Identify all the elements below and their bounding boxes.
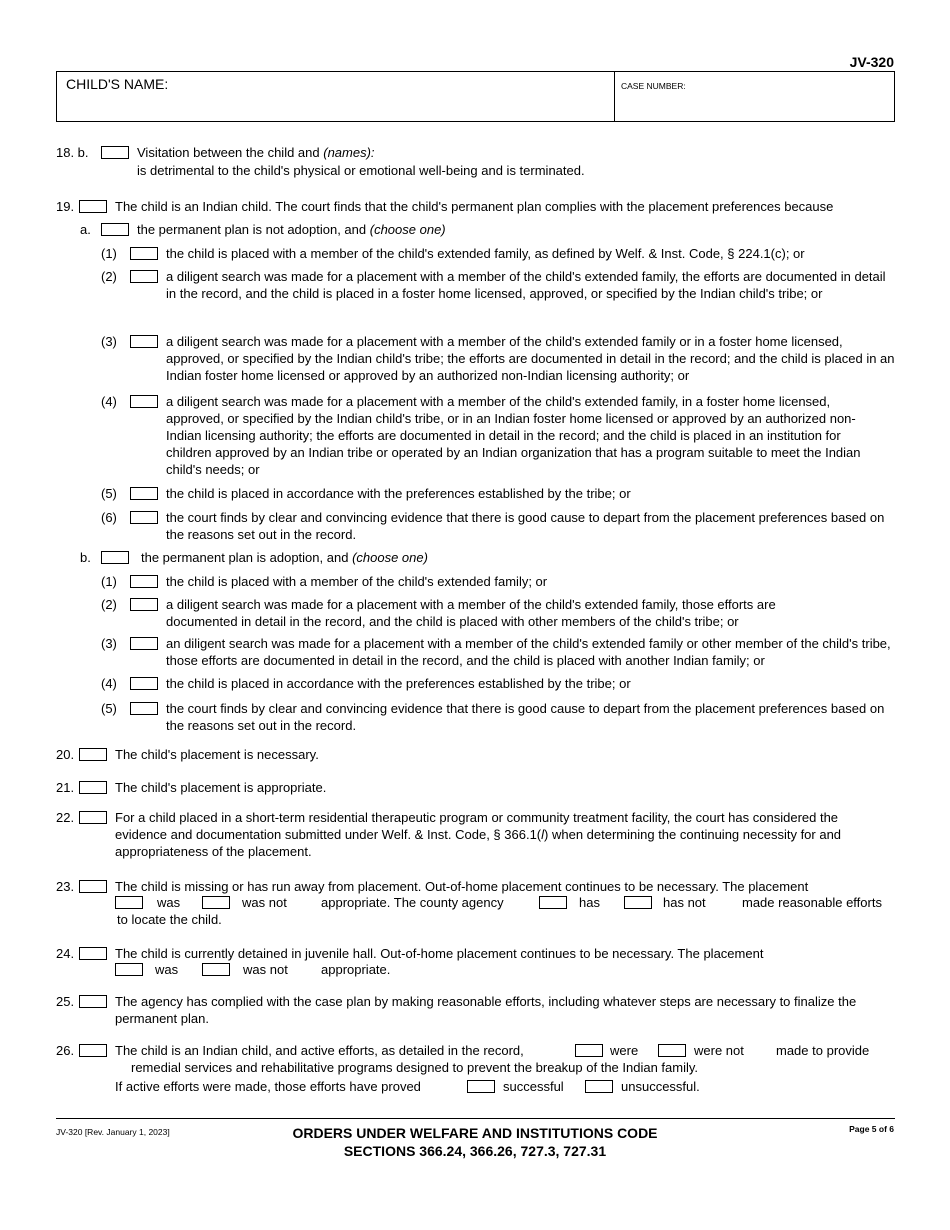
footer-revision: JV-320 [Rev. January 1, 2023] bbox=[56, 1127, 170, 1137]
item-26-line2: remedial services and rehabilitative programs designed to prevent the breakup of the Indian family. bbox=[131, 1060, 699, 1075]
item-19b4-number: (4) bbox=[101, 676, 117, 691]
item-19a2-checkbox[interactable] bbox=[130, 270, 158, 283]
item-19a-label: a. bbox=[80, 222, 91, 237]
item-23-was-checkbox[interactable] bbox=[115, 896, 143, 909]
item-25-text: The agency has complied with the case plan by making reasonable efforts, including whatever steps are necessary to finalize the permanent plan. bbox=[115, 994, 857, 1026]
item-23-has-not-checkbox[interactable] bbox=[624, 896, 652, 909]
item-22-checkbox[interactable] bbox=[79, 811, 107, 824]
header-box bbox=[56, 71, 895, 122]
item-26-were-not-label: were not bbox=[694, 1043, 744, 1058]
item-23-was-label: was bbox=[157, 895, 181, 910]
item-23-has-label: has bbox=[579, 895, 600, 910]
child-name-label: CHILD'S NAME: bbox=[66, 76, 169, 92]
footer-page-number: Page 5 of 6 bbox=[849, 1124, 894, 1134]
item-18b-text bbox=[137, 144, 375, 161]
item-19b3-checkbox[interactable] bbox=[130, 637, 158, 650]
item-19a3-checkbox[interactable] bbox=[130, 335, 158, 348]
item-19a6-number: (6) bbox=[101, 510, 117, 525]
item-20-text: The child's placement is necessary. bbox=[115, 747, 319, 762]
item-19b-checkbox[interactable] bbox=[101, 551, 129, 564]
item-23-has-not-label: has not bbox=[663, 895, 706, 910]
item-19a1-text: the child is placed with a member of the child's extended family, as defined by Welf. & Inst. Code, § 224.1(c); or bbox=[166, 246, 805, 261]
item-19b5-checkbox[interactable] bbox=[130, 702, 158, 715]
item-19b2-number: (2) bbox=[101, 597, 117, 612]
item-24-was-checkbox[interactable] bbox=[115, 963, 143, 976]
item-26-were-not-checkbox[interactable] bbox=[658, 1044, 686, 1057]
item-23-reasonable: made reasonable efforts bbox=[742, 895, 882, 910]
item-19b1-checkbox[interactable] bbox=[130, 575, 158, 588]
item-20-checkbox[interactable] bbox=[79, 748, 107, 761]
item-25-checkbox[interactable] bbox=[79, 995, 107, 1008]
item-24-was-label: was bbox=[155, 962, 179, 977]
item-19b5-number: (5) bbox=[101, 701, 117, 716]
item-18b-checkbox[interactable] bbox=[101, 146, 129, 159]
item-23-checkbox[interactable] bbox=[79, 880, 107, 893]
item-18b-text-a: Visitation between the child and bbox=[137, 145, 320, 160]
case-number-label: CASE NUMBER: bbox=[621, 81, 686, 91]
footer-rule bbox=[56, 1118, 895, 1119]
item-19b-choose: (choose one) bbox=[352, 550, 428, 565]
form-id: JV-320 bbox=[849, 54, 894, 70]
item-24-line1: The child is currently detained in juvenile hall. Out-of-home placement continues to be necessary. The placement bbox=[115, 946, 764, 961]
item-19a6-text: the court finds by clear and convincing evidence that there is good cause to depart from the placement preferences based on the reasons set out in the record. bbox=[166, 510, 885, 542]
item-19b-label: b. bbox=[80, 550, 91, 565]
item-21-number: 21. bbox=[56, 780, 75, 795]
item-19b2-text: a diligent search was made for a placement with a member of the child's extended family, those efforts are documented in detail in the record, and the child is placed with other members of the child's tribe; or bbox=[166, 597, 776, 629]
item-19a5-text: the child is placed in accordance with the preferences established by the tribe; or bbox=[166, 486, 631, 501]
item-26-made: made to provide bbox=[776, 1043, 870, 1058]
item-19a4-text: a diligent search was made for a placement with a member of the child's extended family, in a foster home licensed, approved, or specified by the Indian child's tribe, or in an Indian foster home licensed or approved by an authorized non-Indian licensing authority; the efforts are documented in detail in the record; and the child is placed in an institution for children approved by an Indian tribe or operated by an Indian organization that has a program suitable to meet the Indian child's needs; or bbox=[166, 394, 861, 477]
item-21-checkbox[interactable] bbox=[79, 781, 107, 794]
item-26-checkbox[interactable] bbox=[79, 1044, 107, 1057]
item-19b5-text: the court finds by clear and convincing evidence that there is good cause to depart from the placement preferences based on the reasons set out in the record. bbox=[166, 701, 885, 733]
item-22-number: 22. bbox=[56, 810, 75, 825]
item-19-number: 19. bbox=[56, 199, 75, 214]
item-23-line3: to locate the child. bbox=[117, 912, 222, 927]
item-19a6-checkbox[interactable] bbox=[130, 511, 158, 524]
item-19a2-text: a diligent search was made for a placement with a member of the child's extended family, the efforts are documented in detail in the record, and the child is placed in a foster home licensed, approved, or specified by the Indian child's tribe; or bbox=[166, 269, 886, 301]
item-19a-choose: (choose one) bbox=[369, 222, 446, 237]
item-19a-text bbox=[137, 221, 446, 238]
item-19b4-text: the child is placed in accordance with the preferences established by the tribe; or bbox=[166, 676, 631, 691]
item-19a5-number: (5) bbox=[101, 486, 117, 501]
item-19-checkbox[interactable] bbox=[79, 200, 107, 213]
item-19-text: The child is an Indian child. The court finds that the child's permanent plan complies with the placement preferences because bbox=[115, 199, 834, 214]
item-21-text: The child's placement is appropriate. bbox=[115, 780, 327, 795]
footer-title-line1: ORDERS UNDER WELFARE AND INSTITUTIONS CODE bbox=[292, 1125, 658, 1141]
item-23-was-not-checkbox[interactable] bbox=[202, 896, 230, 909]
item-19b1-text: the child is placed with a member of the child's extended family; or bbox=[166, 574, 548, 589]
item-23-was-not-label: was not bbox=[242, 895, 287, 910]
item-23-appropriate: appropriate. The county agency bbox=[321, 895, 504, 910]
item-26-were-checkbox[interactable] bbox=[575, 1044, 603, 1057]
item-19a3-number: (3) bbox=[101, 334, 117, 349]
item-19b4-checkbox[interactable] bbox=[130, 677, 158, 690]
item-26-number: 26. bbox=[56, 1043, 75, 1058]
item-19b3-number: (3) bbox=[101, 636, 117, 651]
item-19a5-checkbox[interactable] bbox=[130, 487, 158, 500]
item-23-line1: The child is missing or has run away from placement. Out-of-home placement continues to be necessary. The placement bbox=[115, 879, 809, 894]
item-23-has-checkbox[interactable] bbox=[539, 896, 567, 909]
item-24-was-not-label: was not bbox=[243, 962, 288, 977]
item-19a-checkbox[interactable] bbox=[101, 223, 129, 236]
item-18b-number: 18. b. bbox=[56, 145, 89, 160]
item-24-number: 24. bbox=[56, 946, 75, 961]
item-22-text-l: l bbox=[541, 827, 545, 842]
item-20-number: 20. bbox=[56, 747, 75, 762]
item-19a-text-main: the permanent plan is not adoption, and bbox=[137, 222, 367, 237]
item-19b1-number: (1) bbox=[101, 574, 117, 589]
item-26-successful-checkbox[interactable] bbox=[467, 1080, 495, 1093]
item-26-were-label: were bbox=[610, 1043, 639, 1058]
item-19a3-text: a diligent search was made for a placement with a member of the child's extended family or in a foster home licensed, approved, or specified by the Indian child's tribe; the efforts are documented in detail in the record; and the child is placed in an Indian foster home licensed or approved by an authorized non-Indian licensing authority; or bbox=[166, 334, 895, 383]
item-26-successful-label: successful bbox=[503, 1079, 564, 1094]
item-25-number: 25. bbox=[56, 994, 75, 1009]
item-26-unsuccessful-checkbox[interactable] bbox=[585, 1080, 613, 1093]
item-18b-names: (names): bbox=[323, 145, 375, 160]
item-26-line1: The child is an Indian child, and active efforts, as detailed in the record, bbox=[115, 1043, 524, 1058]
item-19a2-number: (2) bbox=[101, 269, 117, 284]
item-19b-text-main: the permanent plan is adoption, and bbox=[141, 550, 349, 565]
item-23-number: 23. bbox=[56, 879, 75, 894]
item-19b2-checkbox[interactable] bbox=[130, 598, 158, 611]
item-24-was-not-checkbox[interactable] bbox=[202, 963, 230, 976]
item-22-text-a: For a child placed in a short-term residential therapeutic program or community treatment facility, the court has considered the evidence and documentation submitted under Welf. & Inst. Code, § 366.1( bbox=[115, 810, 839, 842]
item-22-text-b: ) when determining the continuing necessity for and appropriateness of the placement. bbox=[115, 827, 842, 859]
item-26-line3: If active efforts were made, those efforts have proved bbox=[115, 1079, 421, 1094]
item-22-text bbox=[115, 809, 885, 860]
item-24-appropriate: appropriate. bbox=[321, 962, 391, 977]
item-26-unsuccessful-label: unsuccessful. bbox=[621, 1079, 700, 1094]
item-19a4-number: (4) bbox=[101, 394, 117, 409]
header-divider bbox=[614, 71, 615, 122]
item-19a4-checkbox[interactable] bbox=[130, 395, 158, 408]
item-19b3-text: an diligent search was made for a placement with a member of the child's extended family or other member of the child's tribe, those efforts are documented in detail in the record, and the child is placed with another Indian family; or bbox=[166, 636, 891, 668]
item-19a1-number: (1) bbox=[101, 246, 117, 261]
footer-title-line2: SECTIONS 366.24, 366.26, 727.3, 727.31 bbox=[343, 1143, 607, 1159]
item-24-checkbox[interactable] bbox=[79, 947, 107, 960]
item-19b-text bbox=[141, 549, 428, 566]
item-18b-text-b: is detrimental to the child's physical or emotional well-being and is terminated. bbox=[137, 163, 585, 178]
item-19a1-checkbox[interactable] bbox=[130, 247, 158, 260]
